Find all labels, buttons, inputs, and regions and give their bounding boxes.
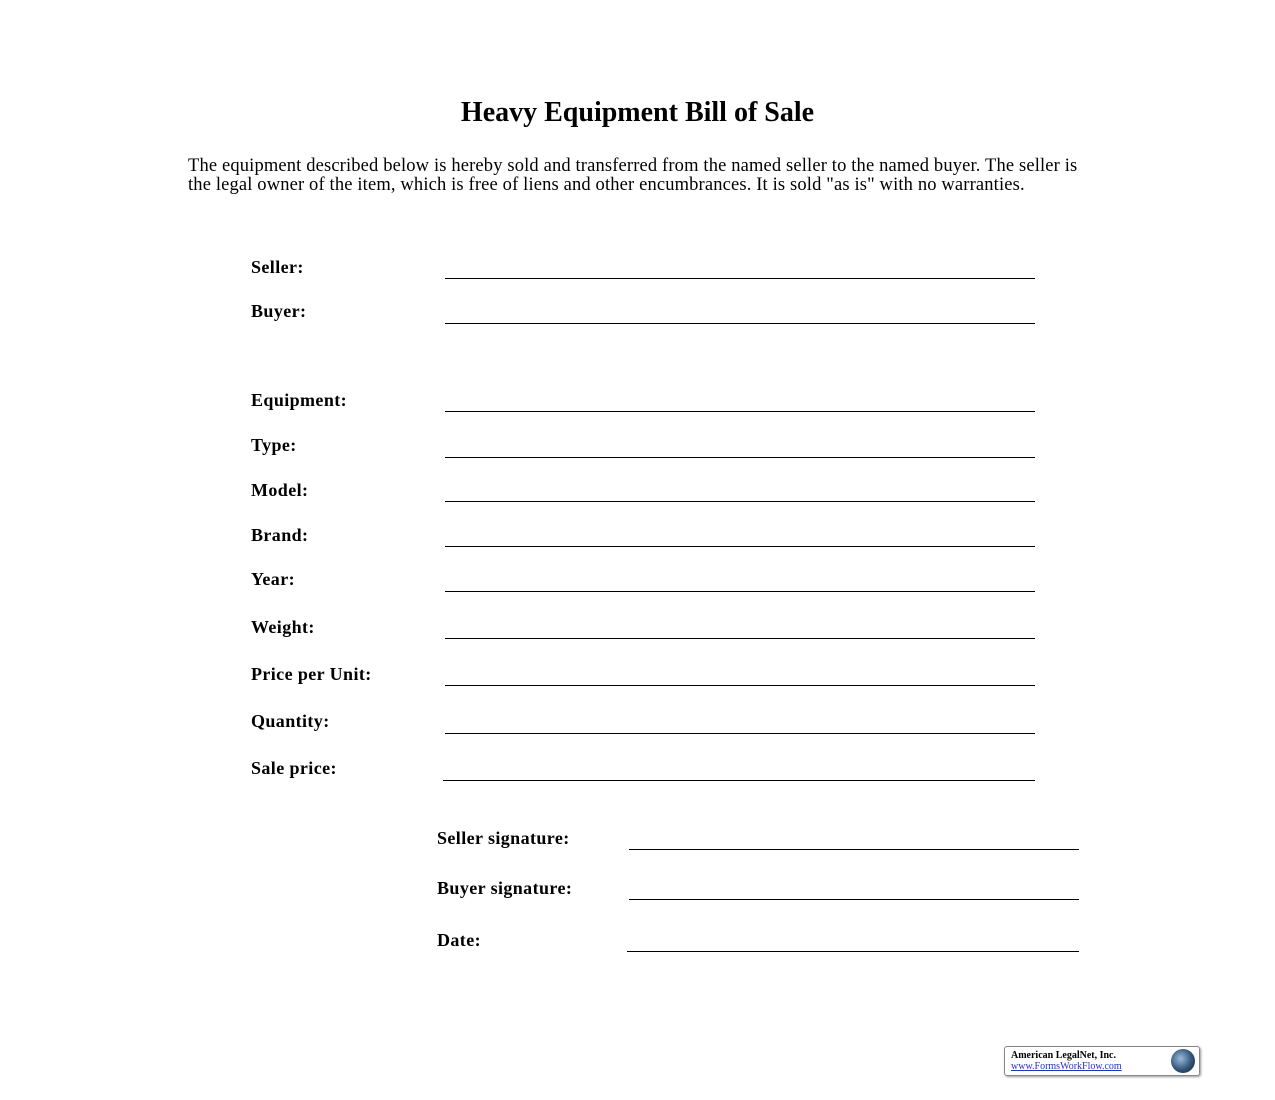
american-legalnet-logo[interactable] bbox=[1004, 1046, 1200, 1076]
signature-line[interactable] bbox=[629, 849, 1079, 850]
field-input-line[interactable] bbox=[445, 323, 1035, 324]
field-input-line[interactable] bbox=[445, 411, 1035, 412]
field-label: Weight: bbox=[251, 617, 315, 637]
field-label: Buyer: bbox=[251, 301, 307, 321]
logo-url[interactable]: www.FormsWorkFlow.com bbox=[1011, 1061, 1122, 1072]
logo-name: American LegalNet, Inc. bbox=[1011, 1050, 1116, 1061]
field-input-line[interactable] bbox=[445, 733, 1035, 734]
signature-label: Buyer signature: bbox=[437, 878, 573, 898]
field-input-line[interactable] bbox=[445, 501, 1035, 502]
field-label: Model: bbox=[251, 480, 309, 500]
field-input-line[interactable] bbox=[445, 638, 1035, 639]
field-input-line[interactable] bbox=[445, 546, 1035, 547]
field-input-line[interactable] bbox=[445, 457, 1035, 458]
field-label: Seller: bbox=[251, 257, 304, 277]
signature-label: Date: bbox=[437, 930, 481, 950]
field-label: Type: bbox=[251, 435, 297, 455]
field-label: Quantity: bbox=[251, 711, 330, 731]
field-input-line[interactable] bbox=[445, 591, 1035, 592]
signature-label: Seller signature: bbox=[437, 828, 570, 848]
signature-line[interactable] bbox=[629, 899, 1079, 900]
signature-line[interactable] bbox=[627, 951, 1079, 952]
field-label: Equipment: bbox=[251, 390, 348, 410]
intro-paragraph: The equipment described below is hereby sold and transferred from the named seller to the named buyer. The seller is the legal owner of the item, which is free of liens and other encumbrances. It is sold "as is" with no warranties. bbox=[188, 156, 1078, 195]
field-label: Sale price: bbox=[251, 758, 337, 778]
globe-icon bbox=[1171, 1049, 1195, 1073]
field-label: Brand: bbox=[251, 525, 309, 545]
field-label: Price per Unit: bbox=[251, 664, 372, 684]
field-input-line[interactable] bbox=[445, 278, 1035, 279]
field-input-line[interactable] bbox=[443, 780, 1035, 781]
field-input-line[interactable] bbox=[445, 685, 1035, 686]
document-title: Heavy Equipment Bill of Sale bbox=[460, 97, 815, 128]
field-label: Year: bbox=[251, 569, 295, 589]
